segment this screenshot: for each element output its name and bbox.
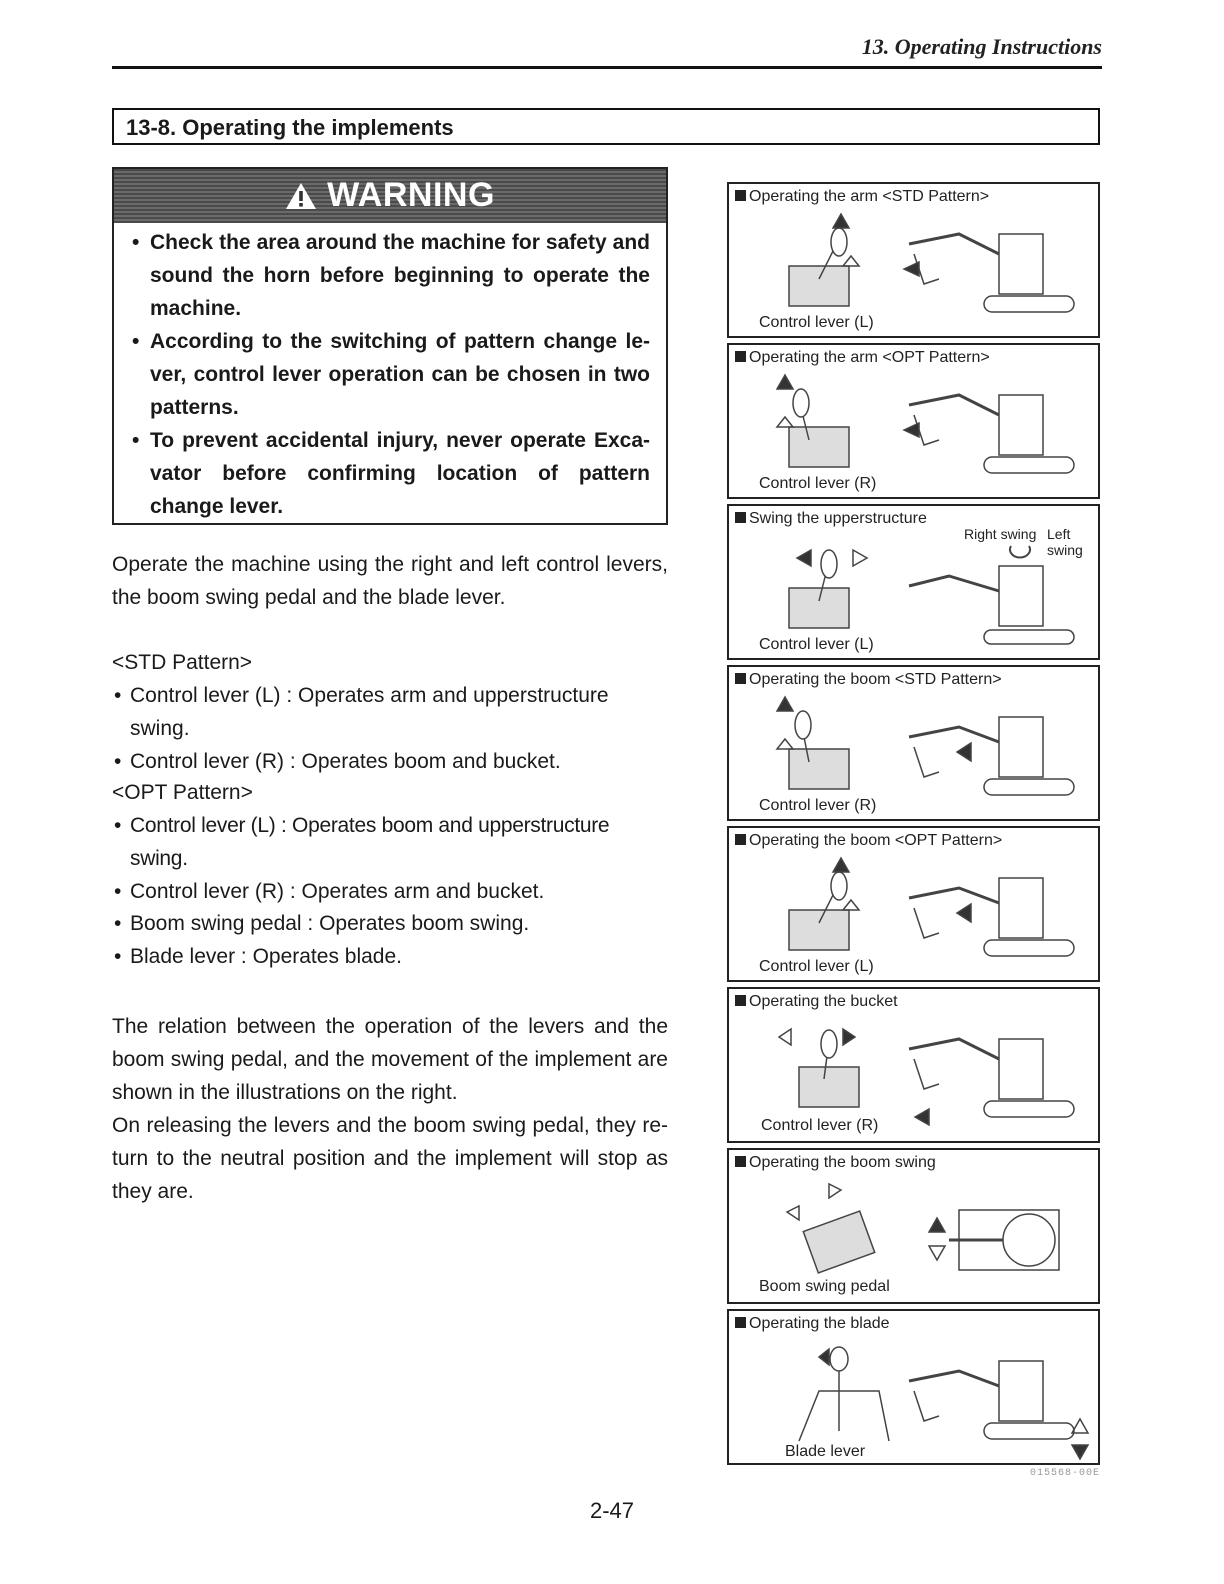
std-pattern-heading: <STD Pattern>: [112, 651, 253, 674]
warning-title: WARNING: [327, 176, 495, 214]
panel-title: Operating the arm <OPT Pattern>: [749, 349, 990, 366]
blade-lever-excavator-illustration: [729, 1311, 1100, 1465]
panel-boom-swing: [727, 1148, 1100, 1304]
pedal-excavator-topview-illustration: [729, 1150, 1100, 1304]
chapter-title: 13. Operating Instructions: [861, 34, 1102, 59]
panel-caption: Control lever (L): [759, 636, 874, 653]
panel-swing-upperstructure: [727, 504, 1100, 660]
panel-arm-opt: [727, 343, 1100, 499]
panel-title: Operating the boom swing: [749, 1154, 936, 1171]
panel-title: Operating the boom <STD Pattern>: [749, 671, 1002, 688]
std-item: • Control lever (L) : Operates arm and upperstructure swing.: [112, 679, 668, 745]
panel-caption: Blade lever: [785, 1443, 866, 1460]
warning-list: [130, 226, 650, 523]
panel-blade: [727, 1309, 1100, 1465]
panel-arm-std: [727, 182, 1100, 338]
intro-paragraph: Operate the machine using the right and left control levers, the boom swing pedal and the blade lever.: [112, 553, 668, 609]
panel-title: Operating the boom <OPT Pattern>: [749, 832, 1003, 849]
warning-item: • Check the area around the machine for safety and sound the horn before beginning to operate the machine.: [130, 226, 650, 325]
relation-text: The relation between the operation of the levers and the boom swing pedal, and the movement of the implement are shown in the illustrations on the right.: [112, 1015, 668, 1104]
lever-excavator-illustration: [729, 667, 1100, 821]
panel-boom-opt: [727, 826, 1100, 982]
page-number: 2-47: [589, 1498, 635, 1523]
lever-excavator-illustration: [729, 989, 1100, 1143]
opt-pattern-block: [112, 776, 668, 908]
std-item: • Control lever (R) : Operates boom and bucket.: [112, 745, 668, 778]
lever-excavator-illustration: [729, 828, 1100, 982]
panel-title: Operating the bucket: [749, 993, 898, 1010]
panel-bucket: [727, 987, 1100, 1143]
other-item: • Blade lever : Operates blade.: [112, 940, 668, 973]
opt-item: • Control lever (R) : Operates arm and bucket.: [112, 875, 668, 908]
panel-caption: Control lever (R): [761, 1117, 879, 1134]
left-swing-label: Left swing: [1047, 526, 1083, 558]
panel-caption: Control lever (R): [759, 475, 877, 492]
lever-excavator-illustration: [729, 184, 1100, 338]
panel-title: Operating the arm <STD Pattern>: [749, 188, 990, 205]
panel-caption: Control lever (L): [759, 958, 874, 975]
section-heading-box: [112, 108, 1100, 145]
other-controls-block: [112, 907, 668, 973]
panel-caption: Boom swing pedal: [759, 1278, 890, 1295]
other-item: • Boom swing pedal : Operates boom swing.: [112, 907, 668, 940]
panel-title: Swing the upperstructure: [749, 510, 927, 527]
panel-title: Operating the blade: [749, 1315, 890, 1332]
right-swing-label: Right swing: [964, 526, 1037, 542]
lever-excavator-illustration: [729, 345, 1100, 499]
opt-pattern-heading: <OPT Pattern>: [112, 781, 253, 804]
release-text: On releasing the levers and the boom swing pedal, they re-turn to the neutral position and the implement will stop as they are.: [112, 1114, 668, 1203]
warning-item: • According to the switching of pattern change le-ver, control lever operation can be chosen in two patterns.: [130, 325, 650, 424]
std-pattern-block: [112, 646, 668, 778]
panel-boom-std: [727, 665, 1100, 821]
warning-item: • To prevent accidental injury, never operate Exca-vator before confirming location of pattern change lever.: [130, 424, 650, 523]
panel-caption: Control lever (L): [759, 314, 874, 331]
relation-paragraph: [112, 1010, 668, 1208]
warning-box: [112, 167, 668, 525]
running-header: [112, 30, 1102, 69]
panel-caption: Control lever (R): [759, 797, 877, 814]
section-title: 13-8. Operating the implements: [126, 115, 454, 140]
figure-code: 015568-00E: [1030, 1468, 1101, 1479]
opt-item: • Control lever (L) : Operates boom and upperstructure swing.: [112, 809, 668, 875]
warning-banner: [114, 169, 666, 223]
warning-triangle-icon: [285, 181, 317, 211]
lever-excavator-illustration: [729, 506, 1100, 660]
